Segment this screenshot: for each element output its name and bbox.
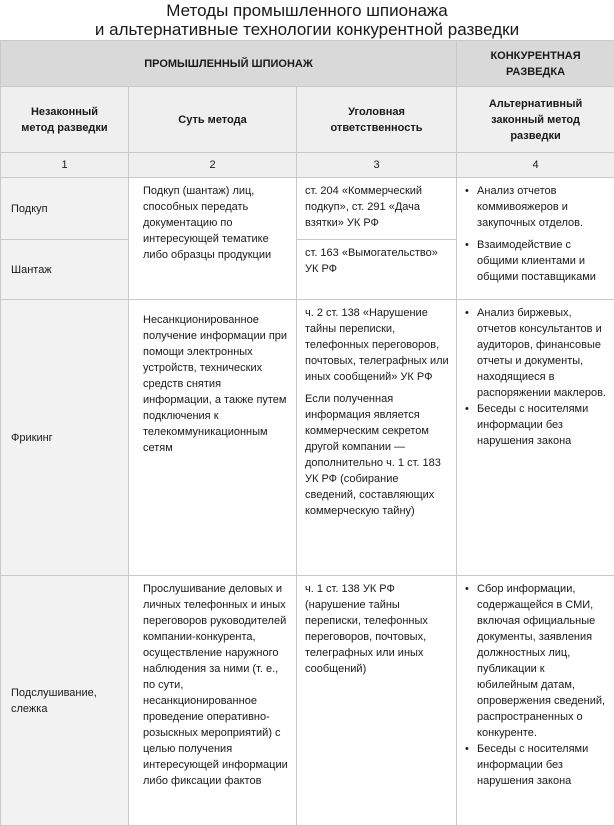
bullet-icon: •: [465, 183, 477, 231]
essence-surveillance: Прослушивание деловых и личных телефонных и иных переговоров руководителей компании-конкурента, осуществление наружного наблюдения за ними (т. е., по сути, несанкционированное проведение оперативно-розыскных мероприятий) с целью получения интересующей информации либо фиксации фактов: [129, 576, 297, 826]
table-row-surveillance: [1, 576, 614, 826]
column-header-alternative-method: Альтернативный законный метод разведки: [457, 87, 614, 153]
essence-phreaking: Несанкционированное получение информации при помощи электронных устройств, технических средств снятия информации, а также путем подключения к телекоммуникационным сетям: [129, 300, 297, 576]
liability-blackmail: ст. 163 «Вымогательство» УК РФ: [297, 240, 457, 300]
list-item: [465, 581, 608, 741]
column-number-4: 4: [457, 153, 614, 178]
header-industrial-espionage: ПРОМЫШЛЕННЫЙ ШПИОНАЖ: [1, 41, 457, 87]
table-row-phreaking: [1, 300, 614, 576]
bullet-icon: •: [465, 305, 477, 401]
method-name-phreaking: Фрикинг: [1, 300, 129, 576]
list-item: [465, 237, 608, 285]
alternative-text: Сбор информации, содержащейся в СМИ, включая официальные документы, заявления должностных лиц, публикации к юбилейным датам, опровержения сведений, распространенных о конкуренте.: [477, 581, 608, 741]
method-name-surveillance: Подслушивание, слежка: [1, 576, 129, 826]
list-item: [465, 401, 608, 449]
bullet-icon: •: [465, 741, 477, 789]
alternative-text: Анализ биржевых, отчетов консультантов и аудиторов, финансовые отчеты и документы, находящиеся в распоряжении маклеров.: [477, 305, 608, 401]
column-header-method-essence: Суть метода: [129, 87, 297, 153]
liability-surveillance: ч. 1 ст. 138 УК РФ (нарушение тайны переписки, телефонных переговоров, почтовых, телеграфных или иных сообщений): [297, 576, 457, 826]
column-number-3: 3: [297, 153, 457, 178]
title-line-1: Методы промышленного шпионажа: [0, 1, 614, 20]
list-item: [465, 305, 608, 401]
alternative-text: Беседы с носителями информации без нарушения закона: [477, 741, 608, 789]
list-item: [465, 741, 608, 789]
alternative-phreaking: [457, 300, 614, 576]
method-name-blackmail: Шантаж: [1, 240, 129, 300]
method-name-bribery: Подкуп: [1, 178, 129, 240]
essence-bribery-blackmail: Подкуп (шантаж) лиц, способных передать документацию по интересующей тематике либо образцы продукции: [129, 178, 297, 300]
bullet-icon: •: [465, 401, 477, 449]
alternative-text: Анализ отчетов коммивояжеров и закупочных отделов.: [477, 183, 608, 231]
bullet-icon: •: [465, 581, 477, 741]
alternative-bribery-blackmail: [457, 178, 614, 300]
column-number-1: 1: [1, 153, 129, 178]
alternative-text: Беседы с носителями информации без нарушения закона: [477, 401, 608, 449]
page-title: [0, 0, 614, 40]
list-item: [465, 183, 608, 231]
header-competitive-intelligence: КОНКУРЕНТНАЯ РАЗВЕДКА: [457, 41, 614, 87]
liability-phreaking: [297, 300, 457, 576]
alternative-text: Взаимодействие с общими клиентами и общими поставщиками: [477, 237, 608, 285]
column-number-2: 2: [129, 153, 297, 178]
column-header-criminal-liability: Уголовная ответственность: [297, 87, 457, 153]
liability-text: ч. 2 ст. 138 «Нарушение тайны переписки, телефонных переговоров, почтовых, телеграфных или иных сообщений» УК РФ: [305, 305, 450, 385]
alternative-surveillance: [457, 576, 614, 826]
liability-bribery: ст. 204 «Коммерческий подкуп», ст. 291 «Дача взятки» УК РФ: [297, 178, 457, 240]
table-row-bribery: [1, 178, 614, 240]
title-line-2: и альтернативные технологии конкурентной разведки: [0, 20, 614, 39]
methods-table: [0, 40, 614, 826]
column-header-illegal-method: Незаконный метод разведки: [1, 87, 129, 153]
liability-text: Если полученная информация является коммерческим секретом другой компании — дополнительно ч. 1 ст. 183 УК РФ (собирание сведений, составляющих коммерческую тайну): [305, 391, 450, 519]
bullet-icon: •: [465, 237, 477, 285]
